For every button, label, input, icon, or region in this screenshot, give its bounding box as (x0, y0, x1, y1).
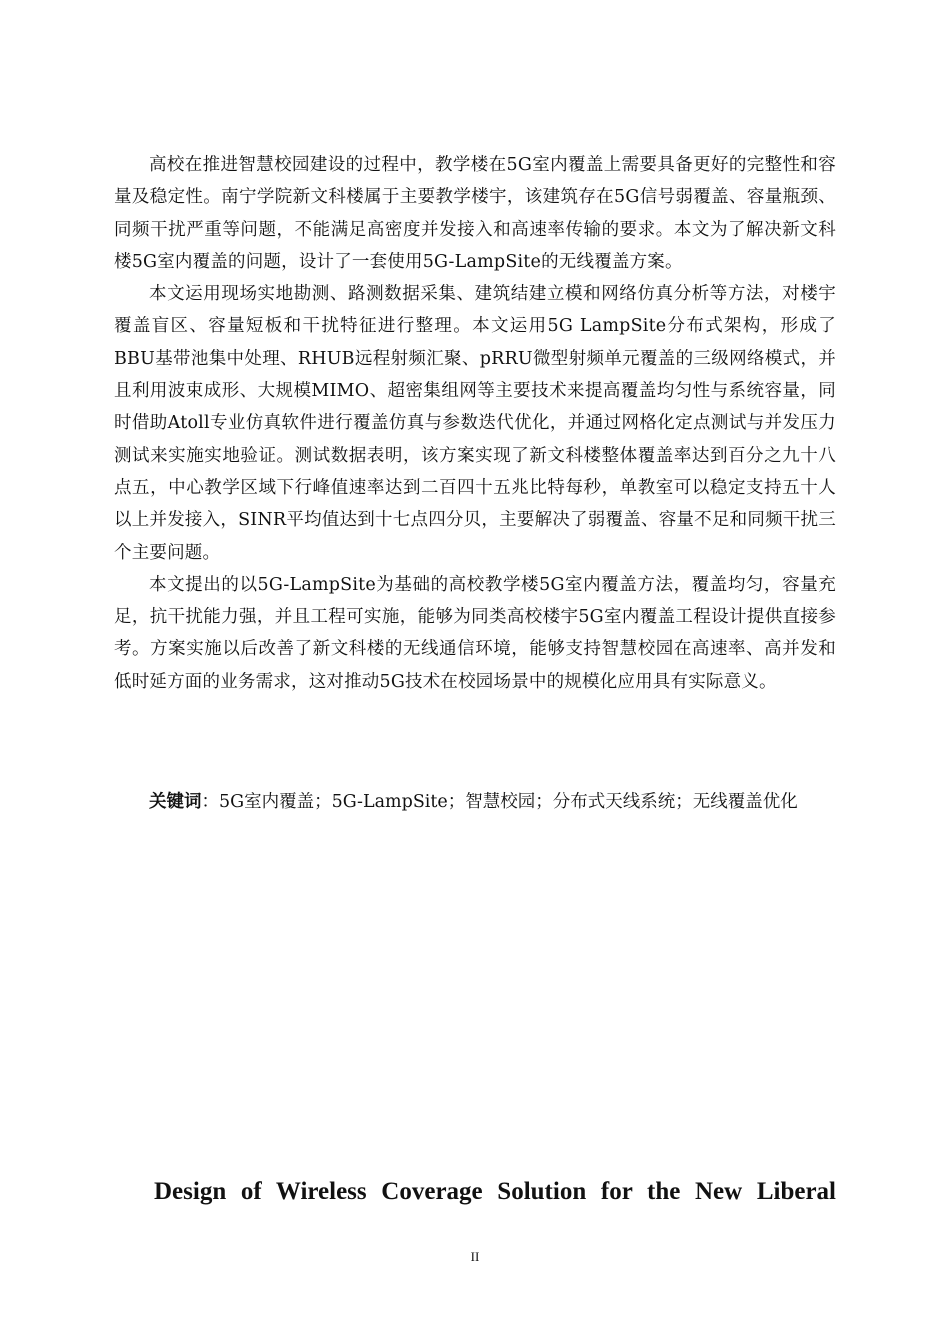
keywords-separator: ： (201, 792, 219, 812)
keywords-line (114, 786, 836, 818)
keywords-text: 5G室内覆盖；5G-LampSite；智慧校园；分布式天线系统；无线覆盖优化 (219, 792, 798, 812)
abstract-paragraph-3: 本文提出的以5G-LampSite为基础的高校教学楼5G室内覆盖方法，覆盖均匀，容量充足，抗干扰能力强，并且工程可实施，能够为同类高校楼宇5G室内覆盖工程设计提供直接参考。方案实施以后改善了新文科楼的无线通信环境，能够支持智慧校园在高速率、高并发和低时延方面的业务需求，这对推动5G技术在校园场景中的规模化应用具有实际意义。 (114, 574, 836, 692)
page-number: II (470, 1249, 480, 1264)
keywords-label: 关键词 (149, 792, 202, 812)
chinese-abstract (114, 149, 836, 698)
abstract-paragraph-2: 本文运用现场实地勘测、路测数据采集、建筑结建立模和网络仿真分析等方法，对楼宇覆盖盲区、容量短板和干扰特征进行整理。本文运用5G LampSite分布式架构，形成了BBU基带池集中处理、RHUB远程射频汇聚、pRRU微型射频单元覆盖的三级网络模式，并且利用波束成形、大规模MIMO、超密集组网等主要技术来提高覆盖均匀性与系统容量，同时借助Atoll专业仿真软件进行覆盖仿真与参数迭代优化，并通过网格化定点测试与并发压力测试来实施实地验证。测试数据表明，该方案实现了新文科楼整体覆盖率达到百分之九十八点五，中心教学区域下行峰值速率达到二百四十五兆比特每秒，单教室可以稳定支持五十人以上并发接入，SINR平均值达到十七点四分贝，主要解决了弱覆盖、容量不足和同频干扰三个主要问题。 (114, 284, 836, 563)
english-title: Design of Wireless Coverage Solution for the New Liberal (154, 1178, 836, 1205)
abstract-paragraph-1: 高校在推进智慧校园建设的过程中，教学楼在5G室内覆盖上需要具备更好的完整性和容量及稳定性。南宁学院新文科楼属于主要教学楼宇，该建筑存在5G信号弱覆盖、容量瓶颈、同频干扰严重等问题，不能满足高密度并发接入和高速率传输的要求。本文为了解决新文科楼5G室内覆盖的问题，设计了一套使用5G-LampSite的无线覆盖方案。 (114, 155, 836, 272)
